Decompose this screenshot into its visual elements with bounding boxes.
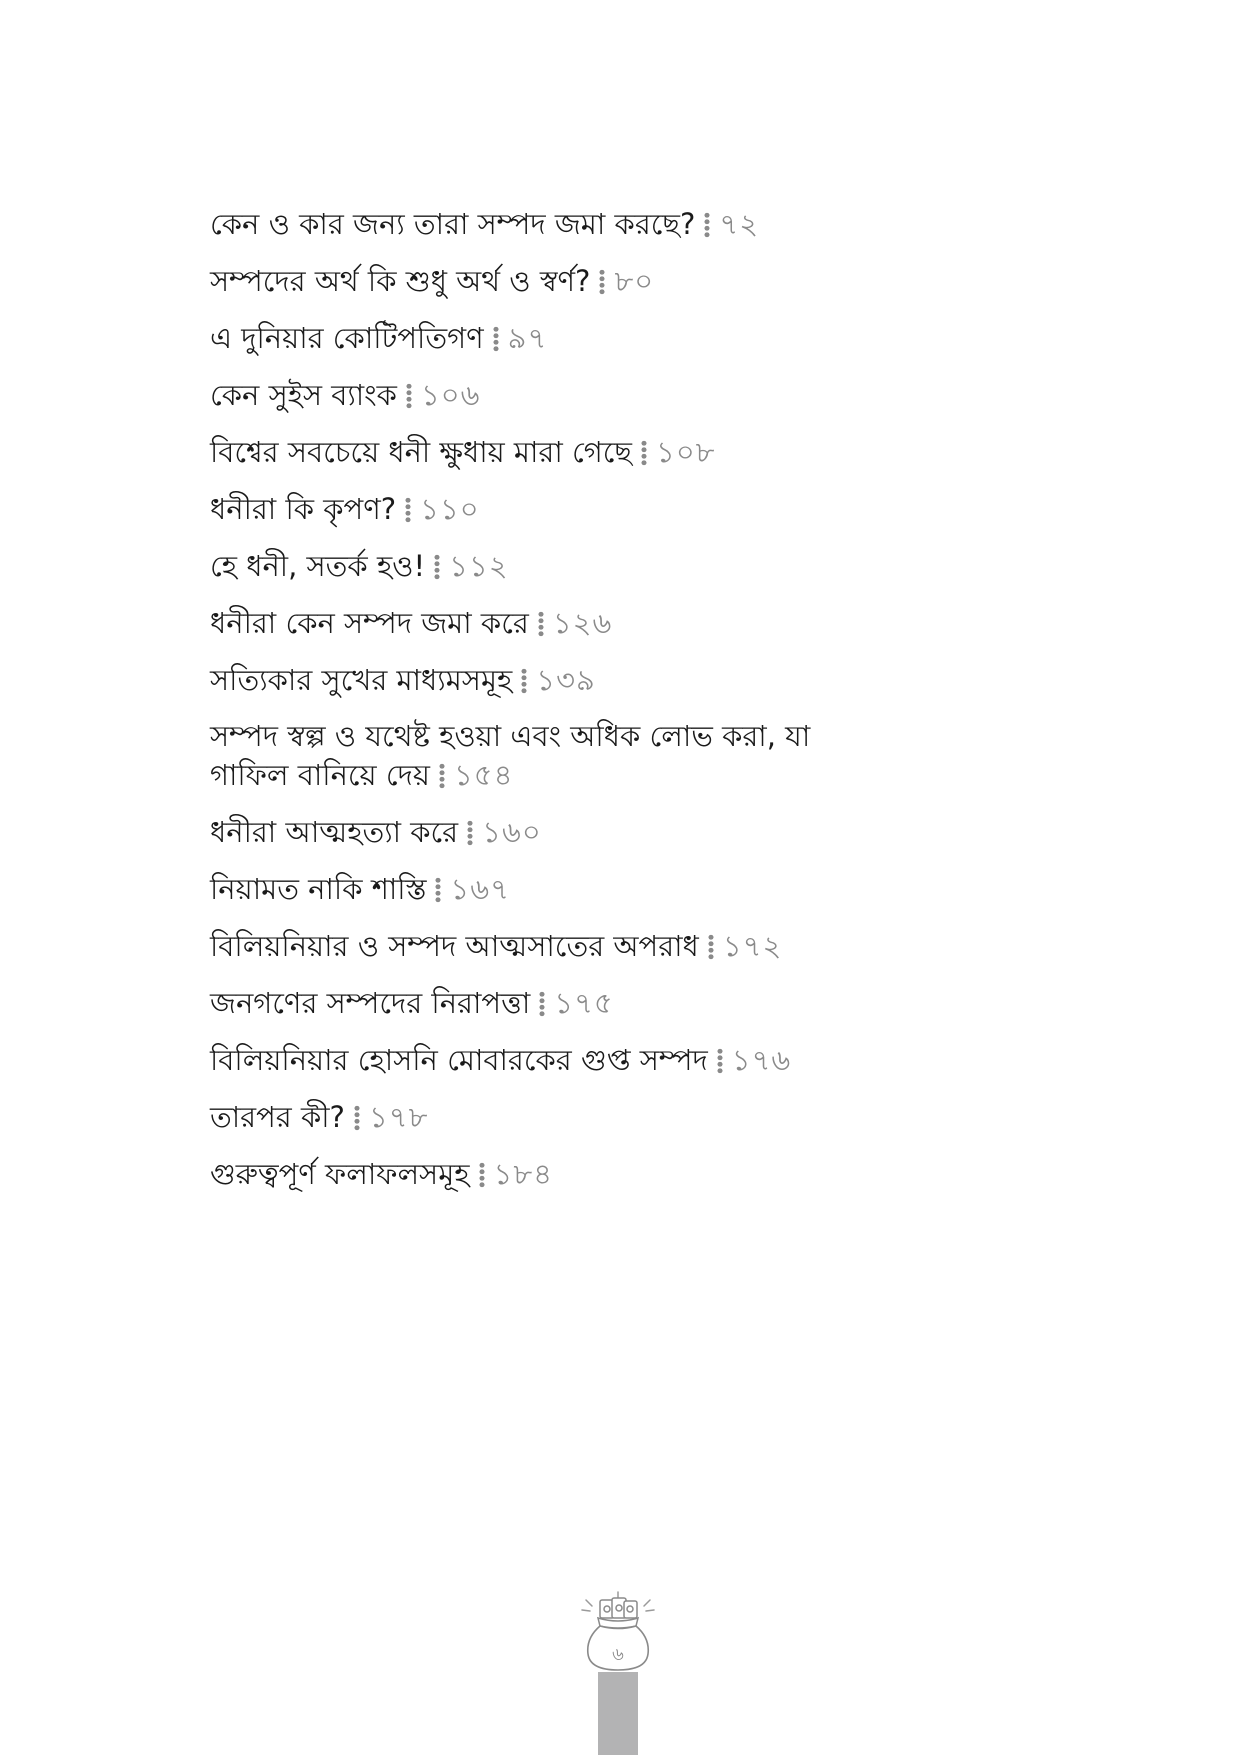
toc-entry-page: ১০৮ <box>656 435 716 469</box>
toc-entry-title: তারপর কী? <box>210 1100 345 1134</box>
dotted-separator <box>439 763 445 789</box>
toc-entry-title: কেন ও কার জন্য তারা সম্পদ জমা করছে? <box>210 207 696 241</box>
dotted-separator <box>479 1162 485 1188</box>
page-number: ৬ <box>612 1644 624 1665</box>
toc-entry <box>210 660 830 700</box>
toc-entry-title: বিলিয়নিয়ার ও সম্পদ আত্মসাতের অপরাধ <box>210 929 699 963</box>
dotted-separator <box>538 611 544 637</box>
dotted-separator <box>641 440 647 466</box>
toc-entry <box>210 603 830 643</box>
money-bag-icon <box>578 1590 658 1755</box>
toc-entry-title: জনগণের সম্পদের নিরাপত্তা <box>210 986 531 1020</box>
dotted-separator <box>521 668 527 694</box>
toc-entry-page: ১৭৫ <box>554 986 614 1020</box>
toc-entry <box>210 432 830 472</box>
toc-entry <box>210 983 830 1023</box>
table-of-contents <box>210 204 830 1211</box>
dotted-separator <box>467 820 473 846</box>
toc-entry-title: ধনীরা কি কৃপণ? <box>210 492 397 526</box>
dotted-separator <box>493 326 499 352</box>
dotted-separator <box>704 212 710 238</box>
toc-entry-title: এ দুনিয়ার কোটিপতিগণ <box>210 321 484 355</box>
toc-entry-page: ৭২ <box>719 207 760 241</box>
toc-entry-page: ১৭৬ <box>731 1043 792 1077</box>
toc-entry <box>210 869 830 909</box>
dotted-separator <box>405 497 411 523</box>
toc-entry-page: ৯৭ <box>507 321 548 355</box>
dotted-separator <box>354 1105 360 1131</box>
dotted-separator <box>708 934 714 960</box>
toc-entry <box>210 1097 830 1137</box>
toc-entry-title: ধনীরা আত্মহত্যা করে <box>210 815 459 849</box>
toc-entry-title: হে ধনী, সতর্ক হও! <box>210 549 426 583</box>
toc-entry-title: সত্যিকার সুখের মাধ্যমসমূহ <box>210 663 513 697</box>
toc-entry <box>210 717 830 795</box>
dotted-separator <box>717 1048 723 1074</box>
toc-entry <box>210 926 830 966</box>
toc-entry-page: ১১০ <box>420 492 480 526</box>
toc-entry-title: ধনীরা কেন সম্পদ জমা করে <box>210 606 529 640</box>
toc-entry-page: ৮০ <box>614 264 655 298</box>
toc-entry <box>210 318 830 358</box>
toc-entry-title: সম্পদের অর্থ কি শুধু অর্থ ও স্বর্ণ? <box>210 264 591 298</box>
toc-entry-title: সম্পদ স্বল্প ও যথেষ্ট হওয়া এবং অধিক লোভ করা, যা গাফিল বানিয়ে দেয় <box>210 719 811 792</box>
dotted-separator <box>434 554 440 580</box>
toc-entry-page: ১৬০ <box>482 815 542 849</box>
dotted-separator <box>599 269 605 295</box>
toc-entry <box>210 1040 830 1080</box>
page-folio <box>578 1590 658 1755</box>
toc-entry <box>210 812 830 852</box>
toc-entry-title: কেন সুইস ব্যাংক <box>210 378 397 412</box>
toc-entry-page: ১০৬ <box>420 378 481 412</box>
toc-entry <box>210 546 830 586</box>
toc-entry <box>210 489 830 529</box>
toc-entry <box>210 375 830 415</box>
toc-entry-page: ১৩৯ <box>536 663 596 697</box>
toc-entry-page: ১৭৮ <box>368 1100 429 1134</box>
dotted-separator <box>539 991 545 1017</box>
toc-entry <box>210 204 830 244</box>
toc-entry-title: নিয়ামত নাকি শাস্তি <box>210 872 427 906</box>
dotted-separator <box>435 877 441 903</box>
toc-entry-title: বিশ্বের সবচেয়ে ধনী ক্ষুধায় মারা গেছে <box>210 435 632 469</box>
toc-entry <box>210 1154 830 1194</box>
toc-entry-page: ১৬৭ <box>450 872 510 906</box>
toc-entry-page: ১৮৪ <box>493 1157 554 1191</box>
toc-entry-page: ১১২ <box>449 549 509 583</box>
toc-entry-title: গুরুত্বপূর্ণ ফলাফলসমূহ <box>210 1157 470 1191</box>
toc-entry-page: ১৫৪ <box>453 758 514 792</box>
toc-entry-page: ১২৬ <box>552 606 613 640</box>
dotted-separator <box>406 383 412 409</box>
toc-entry-page: ১৭২ <box>722 929 783 963</box>
toc-entry <box>210 261 830 301</box>
toc-entry-title: বিলিয়নিয়ার হোসনি মোবারকের গুপ্ত সম্পদ <box>210 1043 708 1077</box>
